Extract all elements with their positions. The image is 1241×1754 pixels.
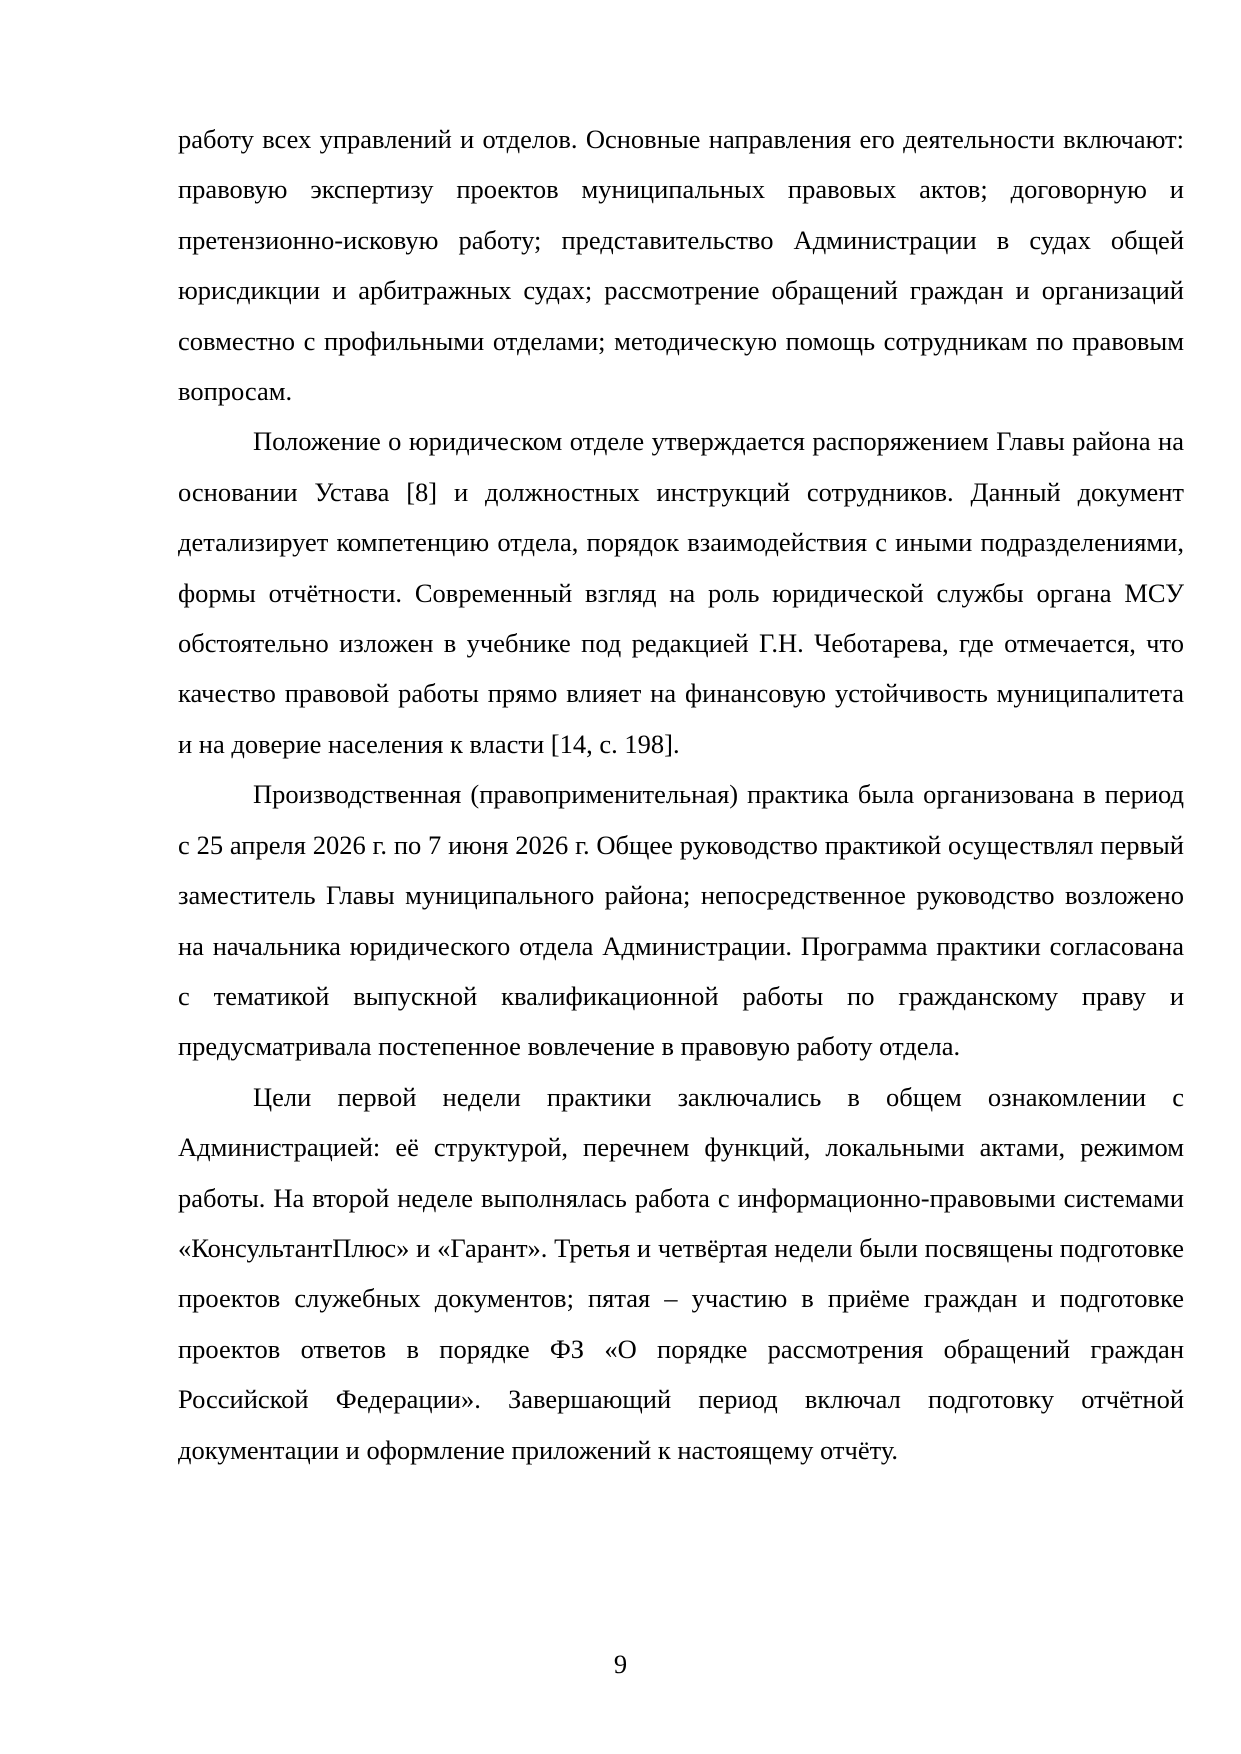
paragraph-3: Производственная (правоприменительная) практика была организована в период с 25 апреля 2026 г. по 7 июня 2026 г. Общее руководство практикой осуществлял первый заместитель Главы муниципального района; непосредственное руководство возложено на начальника юридического отдела Администрации. Программа практики согласована с тематикой выпускной квалификационной работы по гражданскому праву и предусматривала постепенное вовлечение в правовую работу отдела. xyxy=(178,779,1184,1062)
paragraph-2: Положение о юридическом отделе утверждается распоряжением Главы района на основании Устава [8] и должностных инструкций сотрудников. Данный документ детализирует компетенцию отдела, порядок взаимодействия с иными подразделениями, формы отчётности. Современный взгляд на роль юридической службы органа МСУ обстоятельно изложен в учебнике под редакцией Г.Н. Чеботарева, где отмечается, что качество правовой работы прямо влияет на финансовую устойчивость муниципалитета и на доверие населения к власти [14, с. 198]. xyxy=(178,426,1184,759)
body-text xyxy=(178,114,1184,1475)
page-number: 9 xyxy=(613,1649,628,1679)
paragraph-4: Цели первой недели практики заключались в общем ознакомлении с Администрацией: её структурой, перечнем функций, локальными актами, режимом работы. На второй неделе выполнялась работа с информационно-правовыми системами «КонсультантПлюс» и «Гарант». Третья и четвёртая недели были посвящены подготовке проектов служебных документов; пятая – участию в приёме граждан и подготовке проектов ответов в порядке ФЗ «О порядке рассмотрения обращений граждан Российской Федерации». Завершающий период включал подготовку отчётной документации и оформление приложений к настоящему отчёту. xyxy=(178,1081,1184,1465)
paragraph-1: работу всех управлений и отделов. Основные направления его деятельности включают: правовую экспертизу проектов муниципальных правовых актов; договорную и претензионно-исковую работу; представительство Администрации в судах общей юрисдикции и арбитражных судах; рассмотрение обращений граждан и организаций совместно с профильными отделами; методическую помощь сотрудникам по правовым вопросам. xyxy=(178,124,1184,407)
